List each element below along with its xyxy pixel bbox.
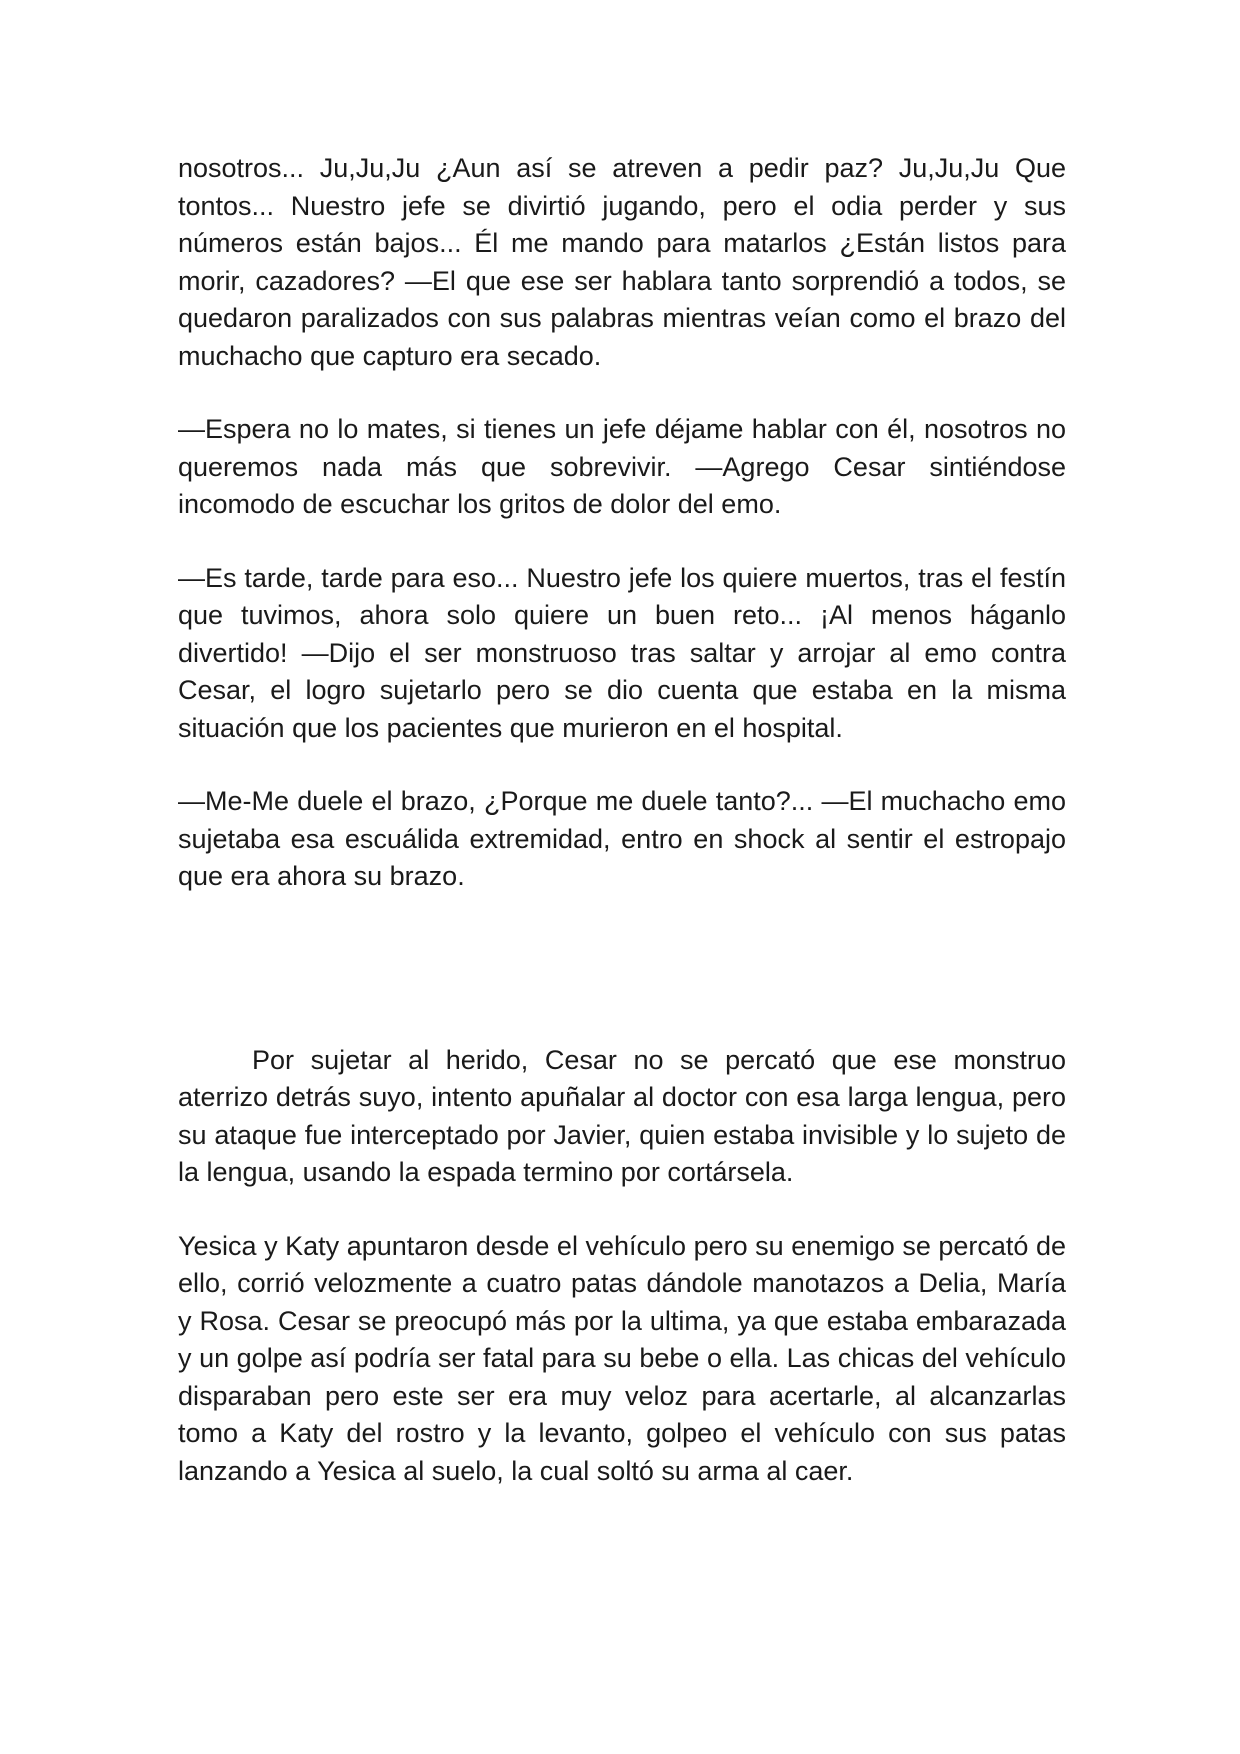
paragraph: —Me-Me duele el brazo, ¿Porque me duele tanto?... —El muchacho emo sujetaba esa escuálida extremidad, entro en shock al sentir el estropajo que era ahora su brazo. (178, 786, 1066, 891)
paragraph: —Es tarde, tarde para eso... Nuestro jefe los quiere muertos, tras el festín que tuvimos, ahora solo quiere un buen reto... ¡Al menos háganlo divertido! —Dijo el ser monstruoso tras saltar y arrojar al emo contra Cesar, el logro sujetarlo pero se dio cuenta que estaba en la misma situación que los pacientes que murieron en el hospital. (178, 562, 1066, 743)
paragraph: —Espera no lo mates, si tienes un jefe déjame hablar con él, nosotros no queremos nada más que sobrevivir. —Agrego Cesar sintiéndose incomodo de escuchar los gritos de dolor del emo. (178, 414, 1066, 519)
body-text (178, 150, 1066, 1526)
paragraph: nosotros... Ju,Ju,Ju ¿Aun así se atreven a pedir paz? Ju,Ju,Ju Que tontos... Nuestro jefe se divirtió jugando, pero el odia perder y sus números están bajos... Él me mando para matarlos ¿Están listos para morir, cazadores? —El que ese ser hablara tanto sorprendió a todos, se quedaron paralizados con sus palabras mientras veían como el brazo del muchacho que capturo era secado. (178, 153, 1066, 371)
paragraph: Yesica y Katy apuntaron desde el vehículo pero su enemigo se percató de ello, corrió velozmente a cuatro patas dándole manotazos a Delia, María y Rosa. Cesar se preocupó más por la ultima, ya que estaba embarazada y un golpe así podría ser fatal para su bebe o ella. Las chicas del vehículo disparaban pero este ser era muy veloz para acertarle, al alcanzarlas tomo a Katy del rostro y la levanto, golpeo el vehículo con sus patas lanzando a Yesica al suelo, la cual soltó su arma al caer. (178, 1230, 1066, 1486)
paragraph-indented: Por sujetar al herido, Cesar no se percató que ese monstruo aterrizo detrás suyo, intento apuñalar al doctor con esa larga lengua, pero su ataque fue interceptado por Javier, quien estaba invisible y lo sujeto de la lengua, usando la espada termino por cortársela. (178, 1044, 1066, 1187)
section-gap (178, 932, 1066, 1042)
